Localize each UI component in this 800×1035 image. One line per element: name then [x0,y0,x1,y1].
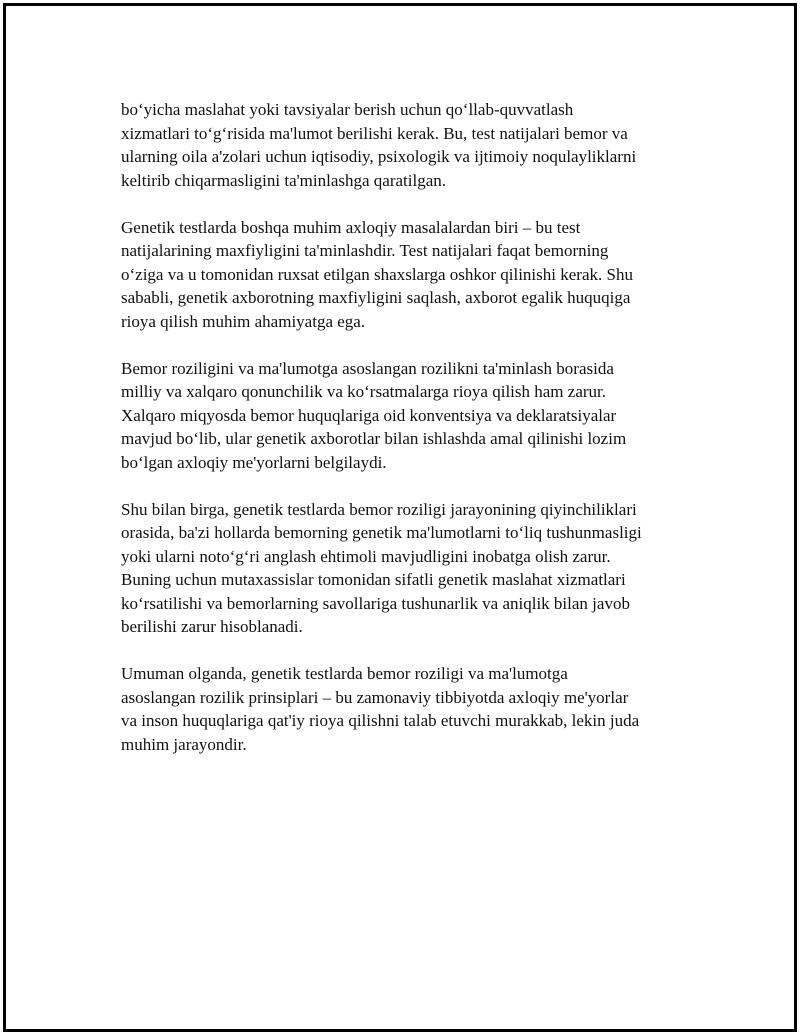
text-line: sababli, genetik axborotning maxfiyligini saqlash, axborot egalik huquqiga [121,288,631,307]
text-line: bo‘yicha maslahat yoki tavsiyalar berish uchun qo‘llab-quvvatlash [121,100,574,119]
text-line: ko‘rsatilishi va bemorlarning savollariga tushunarlik va aniqlik bilan javob [121,593,630,613]
text-line: keltirib chiqarmasligini ta'minlashga qaratilgan. [121,170,447,190]
text-line: bo‘lgan axloqiy me'yorlarni belgilaydi. [121,452,387,472]
paragraph-legislation [121,357,696,475]
text-line: rioya qilish muhim ahamiyatga ega. [121,311,366,331]
text-line: xizmatlari to‘g‘risida ma'lumot berilishi kerak. Bu, test natijalari bemor va [121,123,628,143]
text-line: va inson huquqlariga qat'iy rioya qilishni talab etuvchi murakkab, lekin juda [121,711,640,730]
text-line: berilishi zarur hisoblanadi. [121,617,303,636]
text-line: orasida, ba'zi hollarda bemorning genetik ma'lumotlarni to‘liq tushunmasligi [121,523,642,542]
text-line: Bemor roziligini va ma'lumotga asoslangan rozilikni ta'minlash borasida [121,358,614,378]
text-line: natijalarining maxfiyligini ta'minlashdir. Test natijalari faqat bemorning [121,241,609,260]
text-line: Genetik testlarda boshqa muhim axloqiy masalalardan biri – bu test [121,217,581,237]
paragraph-conclusion [121,662,696,756]
text-line: milliy va xalqaro qonunchilik va ko‘rsatmalarga rioya qilish ham zarur. [121,382,606,401]
paragraph-confidentiality [121,216,696,334]
text-line: muhim jarayondir. [121,734,247,754]
text-line: Buning uchun mutaxassislar tomonidan sifatli genetik maslahat xizmatlari [121,570,626,589]
page-frame [3,3,797,1032]
document-body [121,98,696,780]
text-line: mavjud bo‘lib, ular genetik axborotlar bilan ishlashda amal qilinishi lozim [121,429,627,448]
text-line: yoki ularni noto‘g‘ri anglash ehtimoli mavjudligini inobatga olish zarur. [121,546,611,566]
text-line: Umuman olganda, genetik testlarda bemor roziligi va ma'lumotga [121,664,568,683]
text-line: Xalqaro miqyosda bemor huquqlariga oid konventsiya va deklaratsiyalar [121,405,617,425]
text-line: asoslangan rozilik prinsiplari – bu zamonaviy tibbiyotda axloqiy me'yorlar [121,687,629,707]
text-line: o‘ziga va u tomonidan ruxsat etilgan shaxslarga oshkor qilinishi kerak. Shu [121,264,633,284]
text-line: Shu bilan birga, genetik testlarda bemor roziligi jarayonining qiyinchiliklari [121,499,637,519]
paragraph-challenges [121,498,696,639]
paragraph-support-services [121,98,696,192]
text-line: ularning oila a'zolari uchun iqtisodiy, psixologik va ijtimoiy noqulayliklarni [121,147,637,166]
